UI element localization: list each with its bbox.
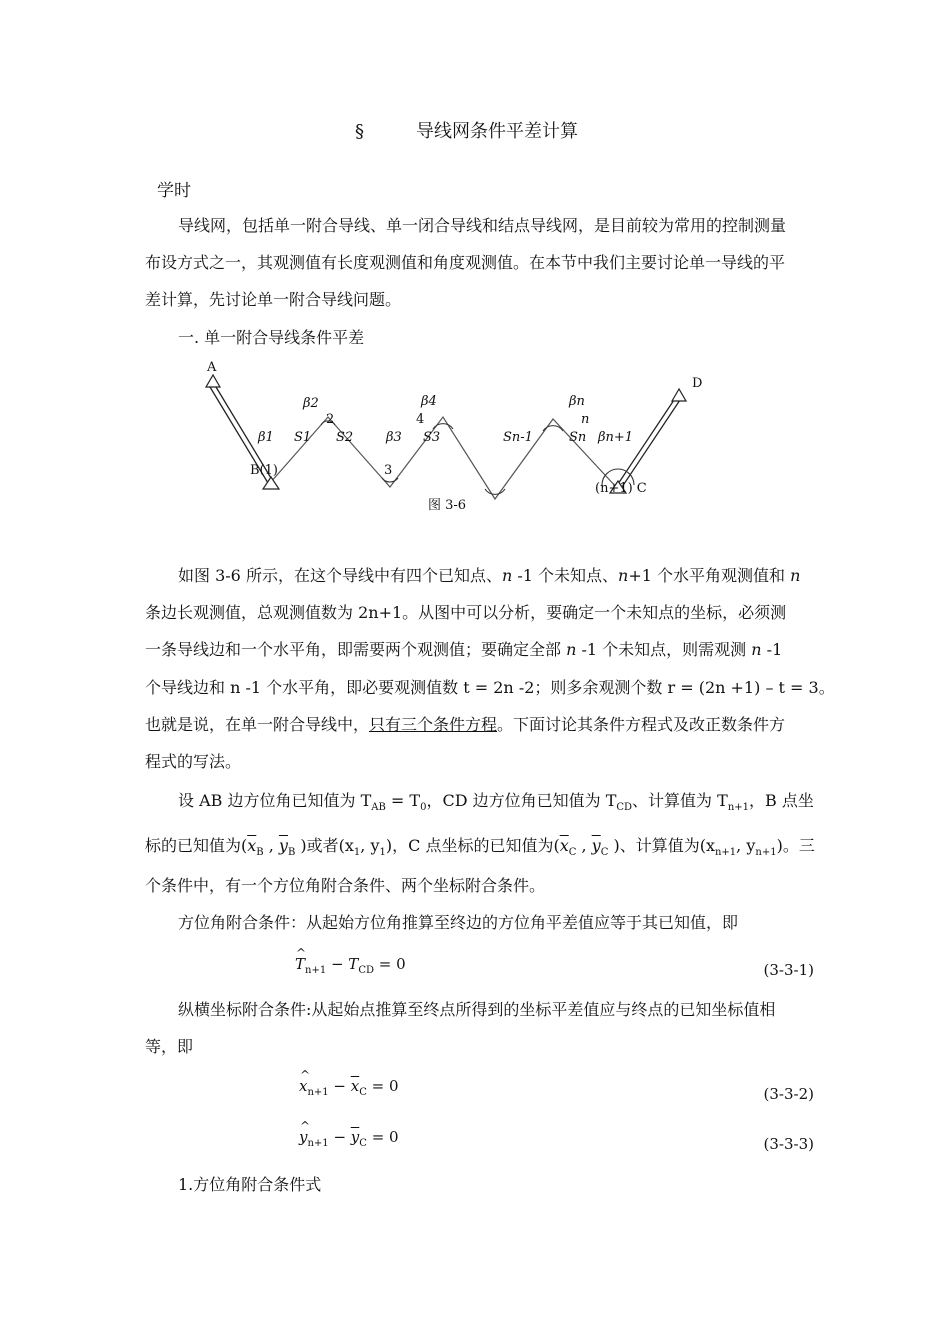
subscript: 1 <box>379 847 386 859</box>
eq-op: − <box>328 1077 351 1095</box>
label-sn-1: Sn-1 <box>503 430 533 445</box>
para3-text: ，B 点坐 <box>749 791 814 810</box>
var-n: n <box>618 566 629 585</box>
var-n: n <box>501 566 513 585</box>
traverse-diagram <box>190 353 730 528</box>
page-title <box>355 117 578 143</box>
subscript: n+1 <box>307 1138 329 1149</box>
eq-rhs: = 0 <box>366 1128 399 1146</box>
eq-op: − <box>328 1128 351 1146</box>
equation-3-3-3 <box>299 1128 399 1149</box>
label-point-2: 2 <box>326 412 335 427</box>
equation-3-3-2 <box>299 1077 399 1098</box>
para2-line6: 程式的写法。 <box>145 752 242 771</box>
para1-line2: 布设方式之一，其观测值有长度观测值和角度观测值。在本节中我们主要讨论单一导线的平 <box>145 253 786 272</box>
label-s2: S2 <box>336 430 354 445</box>
eq-var: ^ T <box>295 955 305 973</box>
figure-caption: 图 3-6 <box>428 498 467 513</box>
para2-text: 也就是说，在单一附合导线中， <box>145 715 370 734</box>
known-x: $\overline{x}$ <box>247 836 257 855</box>
para2-line2: 条边长观测值，总观测值数为 2n+1。从图中可以分析，要确定一个未知点的坐标，必须测 <box>145 603 787 622</box>
label-point-n: n <box>581 412 590 427</box>
known-x: $\overline{x}$ <box>559 836 569 855</box>
para1-line1: 导线网，包括单一附合导线、单一闭合导线和结点导线网，是目前较为常用的控制测量 <box>178 216 787 235</box>
subscript: n+1 <box>305 965 327 976</box>
subscript: 0 <box>420 802 427 814</box>
label-sn: Sn <box>569 430 587 445</box>
para3-text: 标的已知值为( <box>145 836 248 855</box>
known-y: $\overline{y}$ <box>591 836 601 855</box>
para3-line2 <box>145 833 815 858</box>
subscript: C <box>568 847 577 859</box>
para3-text: 设 AB 边方位角已知值为 T <box>178 791 372 810</box>
para1-line3: 差计算，先讨论单一附合导线问题。 <box>145 290 402 309</box>
para2-text: +1 个水平角观测值和 <box>628 566 791 585</box>
para3-text: ，CD 边方位角已知值为 T <box>426 791 617 810</box>
var-n: n <box>566 640 577 659</box>
label-a: A <box>207 360 217 375</box>
eq-var: ^ y <box>299 1128 307 1146</box>
label-betan: βn <box>569 394 585 409</box>
equation-number-1: (3-3-1) <box>763 961 814 979</box>
label-beta1: β1 <box>258 430 274 445</box>
eq-var: $\overline{y}$ <box>350 1128 360 1146</box>
station-a-icon <box>206 375 220 387</box>
para2-text: -1 个未知点、 <box>512 566 619 585</box>
eq-var: $\overline{x}$ <box>350 1077 360 1095</box>
subtitle: 学时 <box>157 181 191 201</box>
section-heading-1: 一. 单一附合导线条件平差 <box>178 328 365 347</box>
para3-line1 <box>178 788 814 813</box>
label-point-4: 4 <box>416 412 425 427</box>
subscript: CD <box>616 802 633 814</box>
para3-text: )或者(x <box>295 836 354 855</box>
para3-text: , <box>576 836 592 855</box>
eq-var: ^ x <box>299 1077 307 1095</box>
para3-text: 、计算值为 T <box>632 791 728 810</box>
label-s1: S1 <box>294 430 312 445</box>
known-y: $\overline{y}$ <box>278 836 288 855</box>
subscript: B <box>287 847 296 859</box>
subscript: C <box>359 1138 367 1149</box>
subscript: C <box>359 1087 367 1098</box>
subscript: B <box>256 847 264 859</box>
para2-text: -1 <box>761 640 783 659</box>
label-beta4: β4 <box>421 394 437 409</box>
label-beta3: β3 <box>386 430 402 445</box>
subscript: n+1 <box>727 802 749 814</box>
para4: 方位角附合条件：从起始方位角推算至终边的方位角平差值应等于其已知值，即 <box>178 913 739 932</box>
equation-3-3-1 <box>295 955 406 976</box>
station-d-icon <box>672 389 686 401</box>
para3-line3: 个条件中，有一个方位角附合条件、两个坐标附合条件。 <box>145 876 546 895</box>
para5-line1: 纵横坐标附合条件:从起始点推算至终点所得到的坐标平差值应与终点的已知坐标值相 <box>178 1000 776 1019</box>
para2-line1 <box>178 563 800 586</box>
para5-line2: 等，即 <box>145 1037 194 1056</box>
para3-text: , y <box>360 836 380 855</box>
subscript: CD <box>358 965 374 976</box>
para3-text: , <box>263 836 279 855</box>
eq-rhs: = 0 <box>373 955 406 973</box>
para2-line4: 个导线边和 n -1 个水平角，即必要观测值数 t = 2n -2；则多余观测个数 r = (2n +1) – t = 3。 <box>145 678 835 697</box>
var-n: n <box>790 566 801 585</box>
para2-line3 <box>145 637 782 660</box>
subscript: AB <box>371 802 386 814</box>
para3-text: )。三 <box>776 836 815 855</box>
eq-var: − T <box>326 955 359 973</box>
label-d: D <box>692 376 703 391</box>
para3-text: )，C 点坐标的已知值为( <box>385 836 560 855</box>
para2-text: -1 个未知点，则需观测 <box>576 640 752 659</box>
equation-number-3: (3-3-3) <box>763 1135 814 1153</box>
section-mark: § <box>355 121 364 142</box>
label-betan1: βn+1 <box>598 430 634 445</box>
label-s3: S3 <box>423 430 441 445</box>
equation-number-2: (3-3-2) <box>763 1085 814 1103</box>
subscript: n+1 <box>307 1087 329 1098</box>
label-c: (n+1) C <box>595 481 647 496</box>
traverse-line <box>270 417 618 499</box>
section-heading-2: 1.方位角附合条件式 <box>178 1175 322 1194</box>
para2-text: 。下面讨论其条件方程式及改正数条件方 <box>497 715 786 734</box>
figure-3-6 <box>190 353 730 528</box>
para3-text: )、计算值为(x <box>608 836 715 855</box>
var-n: n <box>751 640 762 659</box>
eq-rhs: = 0 <box>366 1077 399 1095</box>
para3-text: , y <box>736 836 756 855</box>
subscript: n+1 <box>714 847 737 859</box>
subscript: 1 <box>353 847 361 859</box>
underlined-text: 只有三个条件方程 <box>369 715 498 734</box>
label-point-3: 3 <box>384 463 393 478</box>
para2-text: 一条导线边和一个水平角，即需要两个观测值；要确定全部 <box>145 640 567 659</box>
para2-text: 如图 3-6 所示，在这个导线中有四个已知点、 <box>178 566 502 585</box>
label-beta2: β2 <box>303 396 319 411</box>
subscript: n+1 <box>755 847 777 859</box>
label-b: B(1) <box>250 463 278 478</box>
subscript: C <box>600 847 609 859</box>
title-text: 导线网条件平差计算 <box>416 121 578 142</box>
para3-text: = T <box>385 791 421 810</box>
para2-line5 <box>145 712 785 735</box>
